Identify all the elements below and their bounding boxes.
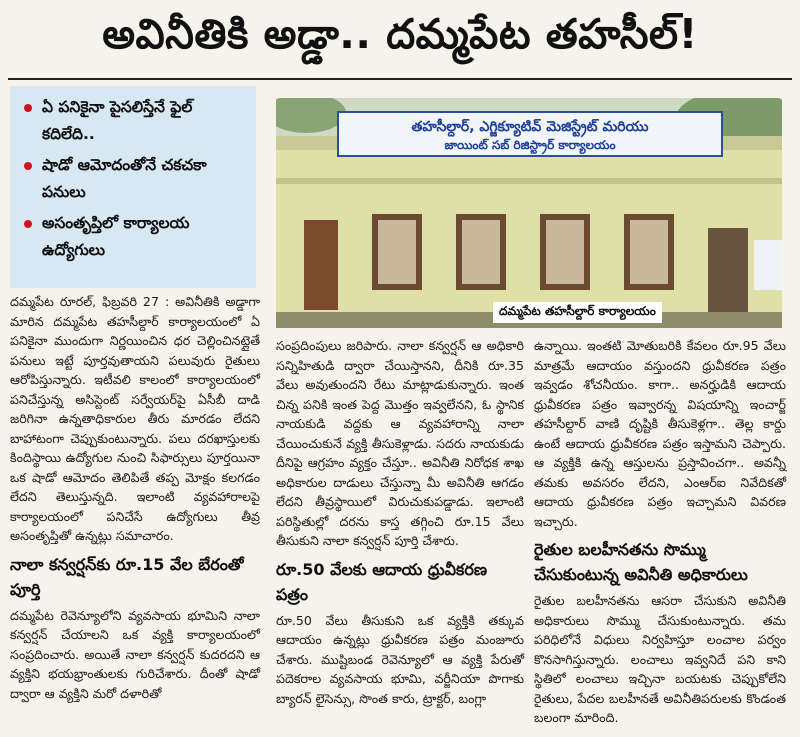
bullet-dot-icon xyxy=(24,104,32,112)
office-photo xyxy=(276,98,782,328)
highlight-item xyxy=(24,94,250,148)
subheading: నాలా కన్వర్షన్‌కు రూ.15 వేల బేరంతో పూర్తి xyxy=(10,554,244,599)
paragraph: దమ్మపేట రూరల్‌, ఫిబ్రవరి 27 : అవినీతికి అడ్డాగా మారిన దమ్మపేట తహసీల్దార్‌ కార్యాలయంలో ఏ పనికైనా ముందుగా నిర్ణయించిన ధర చెల్లించినట్లైతే పనులు ఇట్టే పూర్తవుతాయని పలువురు రైతులు ఆరోపిస్తున్నారు. ఇటీవలి కాలంలో కార్యాలయంలో పనిచేస్తున్న అసిస్టెంట్‌ సర్వేయర్‌పై ఏసీబీ దాడి జరిగినా ఉన్నతాధికారుల తీరు మారడం లేదని బాహాటంగా చెప్పుకుంటున్నారు. పలు దరఖాస్తులకు కిందిస్థాయి ఉద్యోగుల నుంచి సిఫార్సులు పూర్తయినా ఒక షాడో ఆమోదం తెలిపితే తప్ప మోక్షం కలగడం లేదని తెలుస్తున్నది. ఇలాంటి వ్యవహారాలపై కార్యాలయంలో పనిచేసే ఉద్యోగులు తీవ్ర అసంతృప్తితో ఉన్నట్లు సమాచారం. xyxy=(10,294,260,543)
sign-line-2: జాయింట్‌ సబ్‌ రిజిస్ట్రార్‌ కార్యాలయం xyxy=(444,138,616,152)
photo-caption: దమ్మపేట తహసీల్దార్‌ కార్యాలయం xyxy=(493,302,662,323)
highlight-text: షాడో ఆమోదంతోనే చకచకా పనులు xyxy=(42,156,207,201)
highlight-item xyxy=(24,210,250,264)
column-1 xyxy=(10,292,260,705)
column-3 xyxy=(534,336,786,730)
subheading: రైతుల బలహీనతను సొమ్ము చేసుకుంటున్న అవినీతి అధికారులు xyxy=(534,540,748,584)
highlight-text: అసంతృప్తిలో కార్యాలయ ఉద్యోగులు xyxy=(42,214,190,259)
bullet-dot-icon xyxy=(24,162,32,170)
paragraph: దమ్మపేట రెవెన్యూలోని వ్యవసాయ భూమిని నాలా కన్వర్షన్‌ చేయాలని ఒక వ్యక్తి కార్యాలయంలో సంప్రదించారు. అయితే నాలా కన్వర్షన్‌ కుదరదని ఆ వ్యక్తిని భయభ్రాంతులకు గురిచేశారు. దీంతో షాడో ద్వారా ఆ వ్యక్తిని మరో దళారితో xyxy=(10,607,260,701)
office-building-image xyxy=(276,98,782,328)
paragraph: రూ.50 వేలు తీసుకుని ఒక వ్యక్తికి తక్కువ ఆదాయం ఉన్నట్లు ధ్రువీకరణ పత్రం మంజూరు చేశారు. ముష్టిబండ రెవెన్యూలో ఆ వ్యక్తి పేరుతో పదెకరాల వ్యవసాయ భూమి, వర్జీనియా పొగాకు బ్యారన్‌ లైసెన్సు, సొంత కారు, ట్రాక్టర్‌, బంగ్లా xyxy=(276,612,524,706)
highlight-text: ఏ పనికైనా పైసలిస్తేనే ఫైల్‌ కదిలేది.. xyxy=(42,98,193,143)
headline-rule xyxy=(8,78,792,80)
paragraph: ఉన్నాయి. ఇంతటి మోతుబరికి కేవలం రూ.95 వేలు మాత్రమే ఆదాయం వస్తుందని ధ్రువీకరణ పత్రం ఇవ్వడం శోచనీయం. కాగా.. అనర్హుడికి ఆదాయ ధ్రువీకరణ పత్రం ఇవ్వారన్న విషయాన్ని ఇంచార్జ్‌ తహసీల్దార్‌ వాణి దృష్టికి తీసుకెళ్లగా.. తెల్ల కార్డు ఉంటే ఆదాయ ధ్రువీకరణ పత్రం ఇస్తామని చెప్పారు. ఆ వ్యక్తికి ఉన్న ఆస్తులను ప్రస్తావించగా.. అవన్నీ తమకు అవసరం లేదని, ఎంఆర్‌ఐ నివేదికతో ఆదాయ ధ్రువీకరణ పత్రం ఇచ్చామని వివరణ ఇచ్చారు. xyxy=(534,338,786,529)
sign-line-1: తహసీల్దార్‌, ఎగ్జిక్యూటివ్‌ మెజిస్ట్రేట్‌ మరియు xyxy=(411,119,649,135)
headline: అవినీతికి అడ్డా.. దమ్మపేట తహసీల్‌! xyxy=(102,10,698,58)
column-2 xyxy=(276,336,524,710)
paragraph: రైతుల బలహీనతను ఆసరా చేసుకుని అవినీతి అధికారులు సొమ్ము చేసుకుంటున్నారు. తమ పరిధిలోనే విధులు నిర్వహిస్తూ లంచాల పర్వం కొనసాగిస్తున్నారు. లంచాలు ఇవ్వనిదే పని కాని స్థితిలో లంచాలు ఇచ్చినా బయటకు చెప్పుకోలేని రైతులు, పేదల బలహీనతే అవినీతిపరులకు కొండంత బలంగా మారింది. xyxy=(534,593,786,725)
subheading: రూ.50 వేలకు ఆదాయ ధ్రువీకరణ పత్రం xyxy=(276,559,488,604)
highlights-box xyxy=(10,86,256,288)
paragraph: సంప్రదింపులు జరిపారు. నాలా కన్వర్షన్‌ ఆ అధికారి సన్నిహితుడి ద్వారా చేయిస్తానని, దీనికి రూ.35 వేలు అవుతుందని రేటు మాట్లాడుకున్నారు. ఇంత చిన్న పనికి ఇంత పెద్ద మొత్తం ఇవ్వలేనని, ఓ స్థానిక నాయకుడి వద్దకు ఆ వ్యవహారాన్ని నాలా చేయించుకునే వ్యక్తి తీసుకెళ్లాడు. సదరు నాయకుడు దీనిపై ఆగ్రహం వ్యక్తం చేస్తూ.. అవినీతి నిరోధక శాఖ అధికారుల దాడులు చేస్తున్నా మీ అవినీతి ఆగడం లేదని తీవ్రస్థాయిలో విరుచుకుపడ్డాడు. ఇలాంటి పరిస్థితుల్లో దరను కాస్త తగ్గించి రూ.15 వేలు తీసుకుని నాలా కన్వర్షన్‌ పూర్తి చేశారు. xyxy=(276,338,524,548)
bullet-dot-icon xyxy=(24,220,32,228)
highlight-item xyxy=(24,152,250,206)
